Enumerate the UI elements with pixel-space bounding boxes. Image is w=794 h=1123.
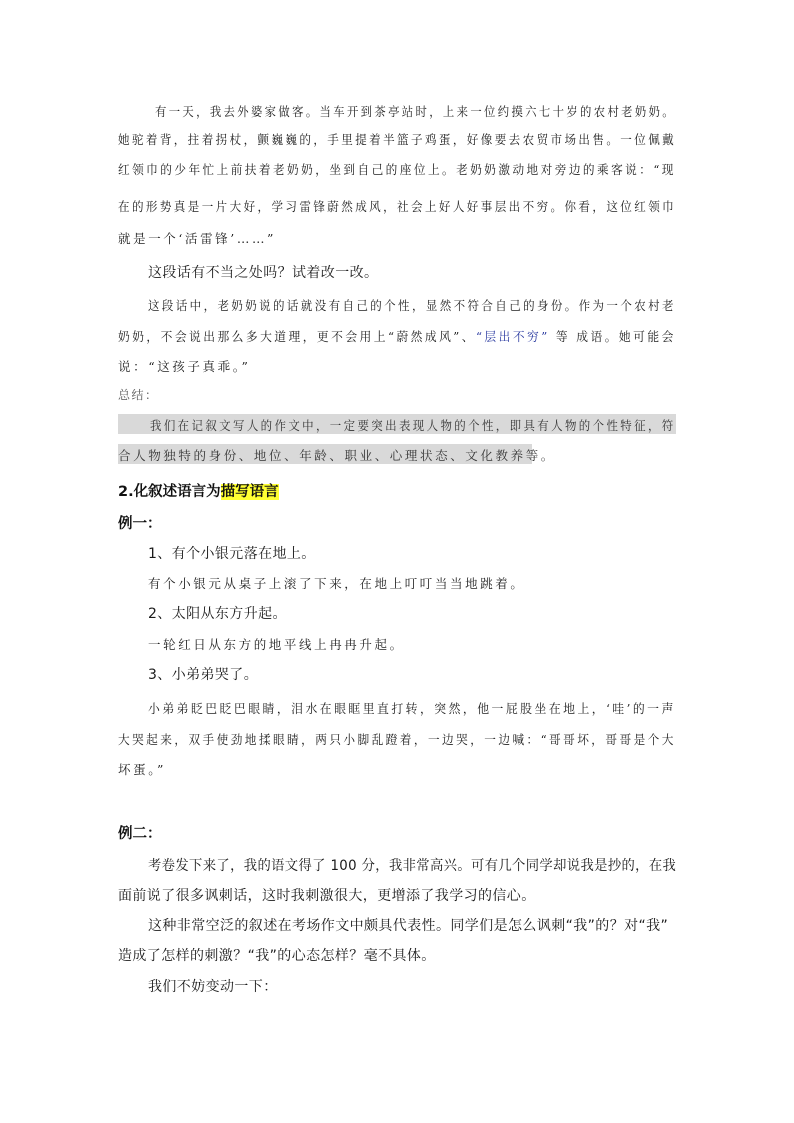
example-1-item-1-original: 1、有个小银元落在地上。 <box>148 546 316 562</box>
analysis-line-1: 这段话中，老奶奶说的话就没有自己的个性，显然不符合自己的身份。作为一个农村老 <box>148 298 676 313</box>
example-1-item-2-rewrite: 一轮红日从东方的地平线上冉冉升起。 <box>148 637 405 652</box>
example-1-item-3-rewrite-line-1: 小弟弟眨巴眨巴眼睛，泪水在眼眶里直打转，突然，他一屁股坐在地上，‘哇’的一声 <box>148 701 676 716</box>
story-line-5: 就是一个‘活雷锋’……” <box>118 231 277 246</box>
analysis-quote-1: “蔚然成风” <box>387 329 462 344</box>
example-1-title: 例一： <box>118 516 162 532</box>
section-2-prefix: 2.化叙述语言为 <box>118 484 221 500</box>
example-1-item-1-rewrite: 有个小银元从桌子上滚了下来，在地上叮叮当当地跳着。 <box>148 576 526 591</box>
analysis-tail: 等 成语。她可能会 <box>549 329 676 344</box>
analysis-sep: 、 <box>461 329 476 344</box>
summary-line-2: 合人物独特的身份、地位、年龄、职业、心理状态、文化教养等。 <box>118 448 556 463</box>
story-line-1: 有一天，我去外婆家做客。当车开到茶亭站时，上来一位约摸六七十岁的农村老奶奶。 <box>155 104 677 119</box>
analysis-line-2-text: 奶奶，不会说出那么多大道理，更不会用上 <box>118 329 388 344</box>
summary-label: 总结： <box>118 388 159 402</box>
example-2-p2-line-2: 造成了怎样的刺激？“我”的心态怎样？毫不具体。 <box>118 948 436 964</box>
example-2-p3: 我们不妨变动一下： <box>148 979 278 995</box>
example-1-item-3-original: 3、小弟弟哭了。 <box>148 667 259 683</box>
example-2-title: 例二： <box>118 826 162 842</box>
section-2-heading <box>118 480 279 501</box>
story-line-3: 红领巾的少年忙上前扶着老奶奶，坐到自己的座位上。老奶奶激动地对旁边的乘客说：“现 <box>118 162 676 177</box>
story-line-2: 她驼着背，拄着拐杖，颤巍巍的，手里提着半篮子鸡蛋，好像要去农贸市场出售。一位佩戴 <box>118 132 677 147</box>
summary-line-1: 我们在记叙文写人的作文中，一定要突出表现人物的个性，即具有人物的个性特征，符 <box>150 418 676 433</box>
example-1-item-3-rewrite-line-3: 坏蛋。” <box>118 762 167 777</box>
analysis-line-2 <box>118 327 676 345</box>
example-1-item-3-rewrite-line-2: 大哭起来，双手使劲地揉眼睛，两只小脚乱蹬着，一边哭，一边喊：“哥哥坏，哥哥是个大 <box>118 732 676 747</box>
story-line-4: 在的形势真是一片大好，学习雷锋蔚然成风，社会上好人好事层出不穷。你看，这位红领巾 <box>118 199 677 214</box>
example-2-p1-line-1: 考卷发下来了，我的语文得了 100 分，我非常高兴。可有几个同学却说我是抄的，在我 <box>148 858 677 874</box>
analysis-quote-2: “层出不穷” <box>475 329 550 344</box>
section-2-highlight: 描写语言 <box>220 484 279 500</box>
example-2-p1-line-2: 面前说了很多讽刺话，这时我刺激很大，更增添了我学习的信心。 <box>118 888 536 904</box>
question-text: 这段话有不当之处吗？试着改一改。 <box>148 265 379 281</box>
example-2-p2-line-1: 这种非常空泛的叙述在考场作文中颇具代表性。同学们是怎么讽刺“我”的？对“我” <box>148 918 669 934</box>
example-1-item-2-original: 2、太阳从东方升起。 <box>148 606 287 622</box>
analysis-line-3: 说：“这孩子真乖。” <box>118 359 251 374</box>
